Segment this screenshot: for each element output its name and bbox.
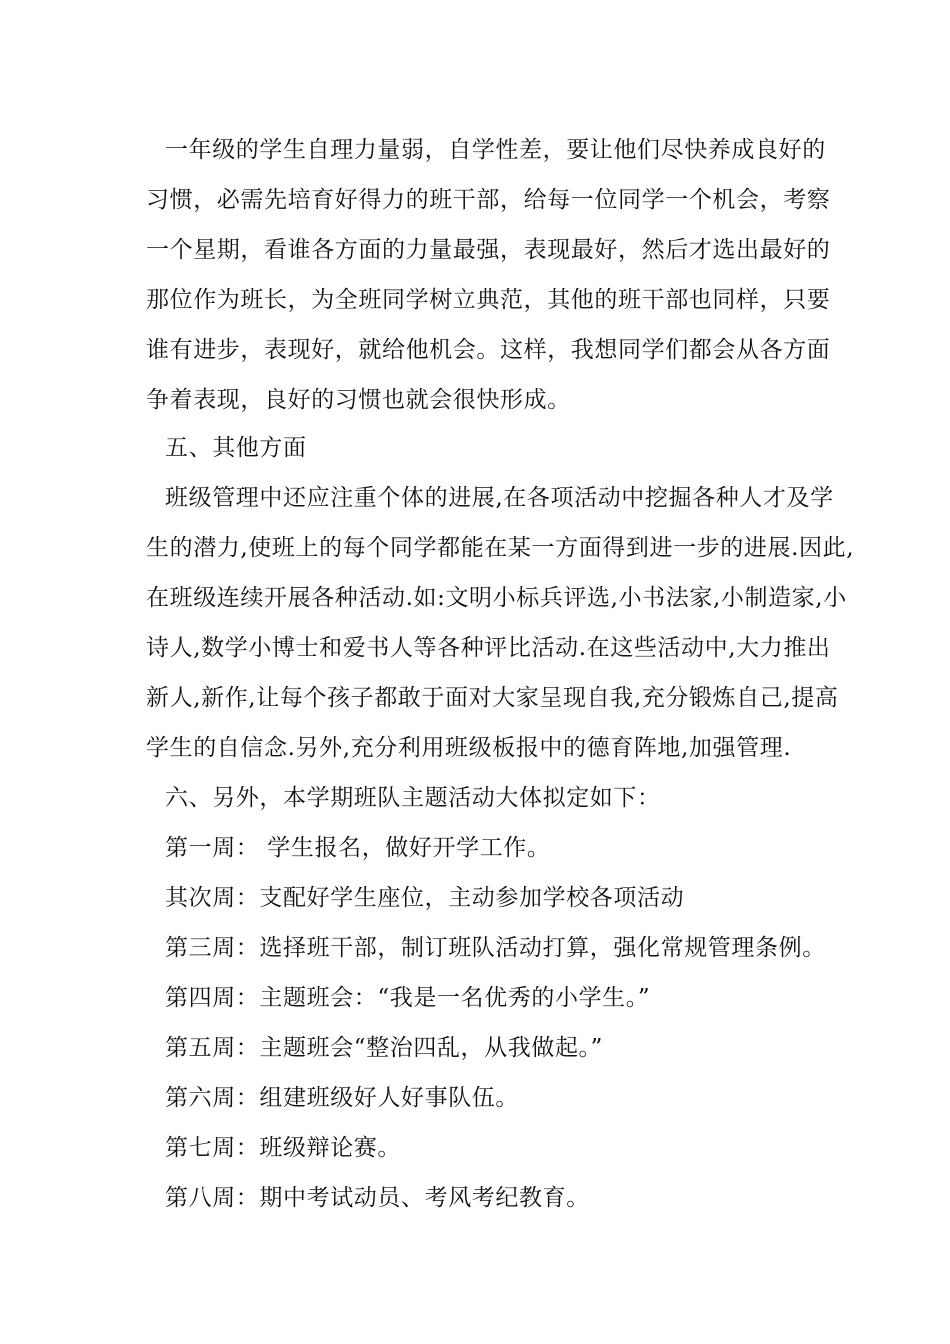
schedule-item-week-8: 第八周：期中考试动员、考风考纪教育。 (165, 1185, 590, 1211)
paragraph-1-line-1: 一年级的学生自理力量弱，自学性差，要让他们尽快养成良好的 (165, 137, 826, 163)
schedule-item-week-7: 第七周：班级辩论赛。 (165, 1135, 401, 1161)
paragraph-1-line-5: 谁有进步，表现好，就给他机会。这样，我想同学们都会从各方面 (146, 337, 831, 363)
schedule-item-week-3: 第三周：选择班干部，制订班队活动打算，强化常规管理条例。 (165, 935, 826, 961)
schedule-item-week-5: 第五周：主题班会“整治四乱，从我做起。” (165, 1035, 604, 1061)
paragraph-1-line-4: 那位作为班长，为全班同学树立典范，其他的班干部也同样，只要 (146, 287, 831, 313)
schedule-item-week-4: 第四周：主题班会：“我是一名优秀的小学生。” (165, 985, 651, 1011)
paragraph-2-line-2: 生的潜力,使班上的每个同学都能在某一方面得到进一步的进展.因此, (146, 535, 855, 561)
paragraph-2-line-3: 在班级连续开展各种活动.如:文明小标兵评选,小书法家,小制造家,小 (146, 585, 847, 611)
paragraph-1-line-6: 争着表现，良好的习惯也就会很快形成。 (146, 387, 571, 413)
paragraph-2-line-4: 诗人,数学小博士和爱书人等各种评比活动.在这些活动中,大力推出 (146, 635, 831, 661)
paragraph-2-line-1: 班级管理中还应注重个体的进展,在各项活动中挖掘各种人才及学 (165, 485, 834, 511)
paragraph-1-line-3: 一个星期，看谁各方面的力量最强，表现最好，然后才选出最好的 (146, 237, 831, 263)
schedule-item-week-2: 其次周：支配好学生座位，主动参加学校各项活动 (165, 885, 685, 911)
paragraph-2-line-5: 新人,新作,让每个孩子都敢于面对大家呈现自我,充分锻炼自己,提高 (146, 685, 839, 711)
schedule-item-week-1: 第一周： 学生报名，做好开学工作。 (165, 835, 551, 861)
schedule-item-week-6: 第六周：组建班级好人好事队伍。 (165, 1085, 519, 1111)
section-heading-5: 五、其他方面 (165, 435, 307, 461)
paragraph-2-line-6: 学生的自信念.另外,充分利用班级板报中的德育阵地,加强管理. (146, 735, 792, 761)
section-heading-6: 六、另外，本学期班队主题活动大体拟定如下： (165, 785, 661, 811)
paragraph-1-line-2: 习惯，必需先培育好得力的班干部，给每一位同学一个机会，考察 (146, 187, 831, 213)
